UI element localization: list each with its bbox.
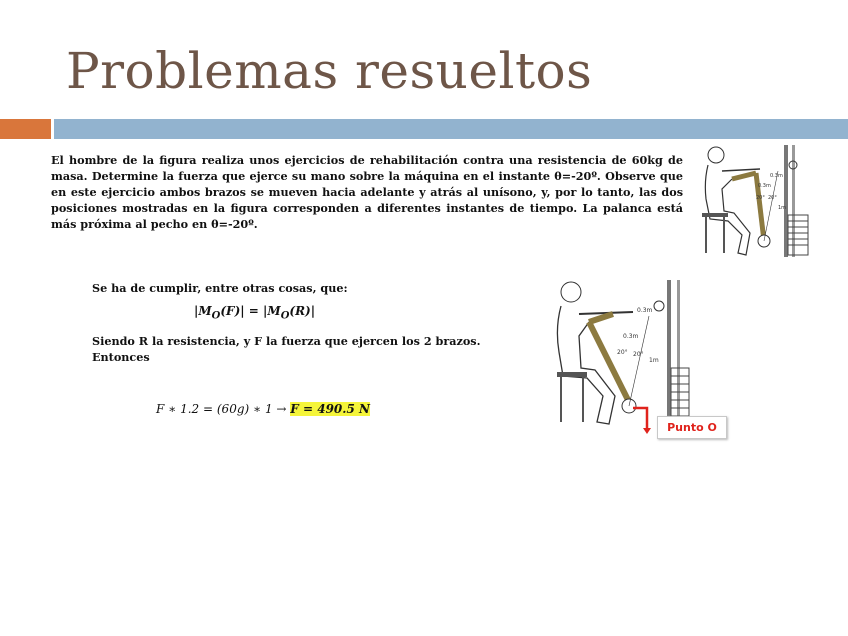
label-large-d2: 0.3m bbox=[623, 333, 639, 340]
label-a1: 20° bbox=[756, 195, 765, 201]
label-a2: 20° bbox=[768, 195, 777, 201]
result-equation-prefix: F ∗ 1.2 = (60g) ∗ 1 → bbox=[156, 402, 291, 416]
accent-bar-orange bbox=[0, 119, 51, 139]
result-value-highlight: F = 490.5 N bbox=[290, 402, 370, 416]
moment-equation: $|M_O(F)| = |M_O(R)|$ bbox=[194, 304, 316, 322]
explanation-text: Siendo R la resistencia, y F la fuerza que ejercen los 2 brazos. Entonces bbox=[92, 334, 481, 364]
label-large-a2: 20° bbox=[633, 351, 644, 358]
accent-bar-blue bbox=[54, 119, 848, 139]
label-d2: 0.3m bbox=[758, 183, 771, 189]
label-d3: 1m bbox=[778, 205, 787, 211]
exercise-machine-figure-large bbox=[537, 272, 693, 434]
point-o-label: Punto O bbox=[657, 416, 727, 439]
problem-statement: El hombre de la figura realiza unos ejercicios de rehabilitación contra una resistencia de 60kg de masa. Determine la fuerza que ejerce su mano sobre la máquina en el instante θ=-20º. Observe que en este ejercicio ambos brazos se mueven hacia adelante y atrás al unísono, y, por lo tanto, las dos posiciones mostradas en la figura corresponden a diferentes instantes de tiempo. La palanca está más próxima al pecho en θ=-20º. bbox=[51, 153, 683, 231]
label-large-a1: 20° bbox=[617, 349, 628, 356]
label-large-d1: 0.3m bbox=[637, 307, 653, 314]
slide-title: Problemas resueltos bbox=[66, 42, 593, 100]
exercise-machine-figure-small bbox=[688, 141, 824, 263]
label-d1: 0.3m bbox=[770, 173, 783, 179]
label-large-d3: 1m bbox=[649, 357, 659, 364]
condition-label: Se ha de cumplir, entre otras cosas, que: bbox=[92, 281, 348, 295]
result-equation bbox=[156, 402, 370, 416]
